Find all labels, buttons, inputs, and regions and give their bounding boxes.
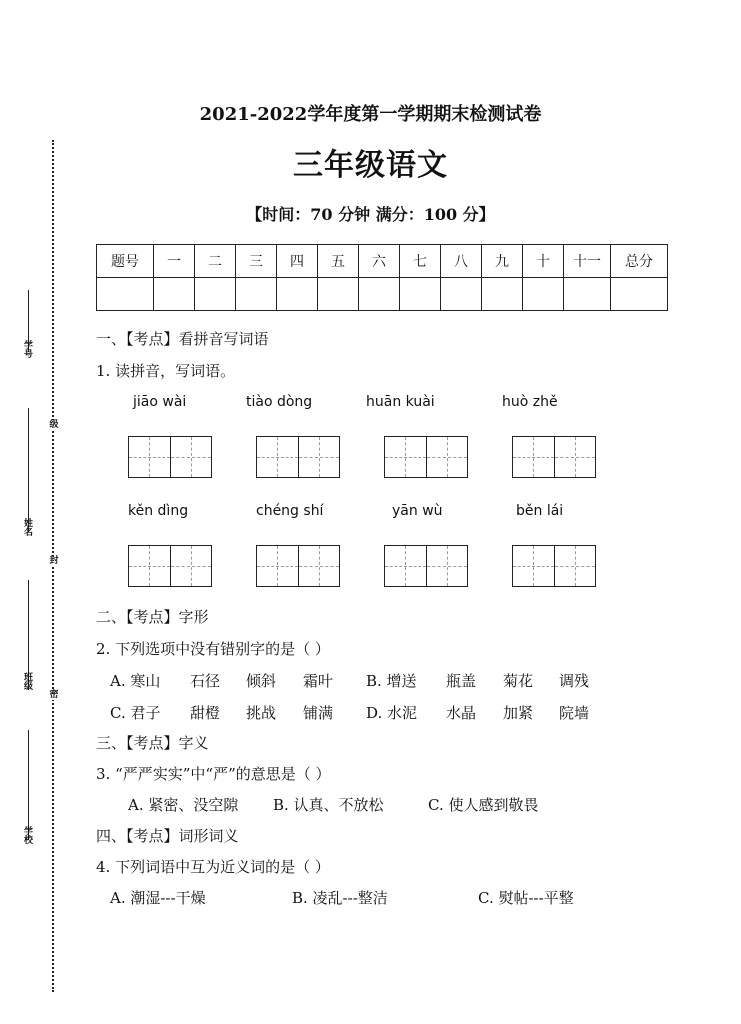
grade-label: 班级 bbox=[22, 672, 32, 690]
option-text: 铺满 bbox=[303, 704, 334, 722]
option-text: A. 紧密、没空隙 bbox=[128, 796, 239, 814]
section-4-heading: 四、【考点】词形词义 bbox=[96, 827, 239, 845]
score-entry-cell[interactable] bbox=[236, 278, 277, 311]
section-3-heading: 三、【考点】字义 bbox=[96, 734, 209, 752]
seal-char-1: 级 bbox=[49, 420, 59, 430]
option-text: 调残 bbox=[559, 672, 590, 690]
option-text: 甜橙 bbox=[190, 704, 221, 722]
subject-title: 三年级语文 bbox=[293, 148, 448, 183]
score-header-cell: 九 bbox=[482, 245, 523, 278]
exam-title: 2021-2022学年度第一学期期末检测试卷 bbox=[199, 104, 542, 125]
student-id-label: 学号 bbox=[22, 340, 32, 358]
option-text: D. 水泥 bbox=[366, 704, 418, 722]
option-text: A. 潮湿---干燥 bbox=[110, 889, 206, 907]
section-2-heading: 二、【考点】字形 bbox=[96, 608, 209, 626]
writing-grid[interactable] bbox=[384, 436, 468, 478]
option-text: 院墙 bbox=[559, 704, 590, 722]
score-entry-cell[interactable] bbox=[154, 278, 195, 311]
score-header-cell: 六 bbox=[359, 245, 400, 278]
score-header-cell: 七 bbox=[400, 245, 441, 278]
option-text: 倾斜 bbox=[246, 672, 277, 690]
score-entry-cell[interactable] bbox=[611, 278, 668, 311]
option-text: 加紧 bbox=[503, 704, 534, 722]
question-2: 2. 下列选项中没有错别字的是（ ） bbox=[96, 640, 330, 658]
option-text: C. 君子 bbox=[110, 704, 161, 722]
pinyin-label: huò zhě bbox=[502, 394, 558, 410]
writing-grid[interactable] bbox=[512, 436, 596, 478]
score-entry-cell[interactable] bbox=[318, 278, 359, 311]
score-header-cell: 十一 bbox=[564, 245, 611, 278]
school-blank[interactable] bbox=[28, 730, 29, 840]
school-label: 学校 bbox=[22, 826, 32, 844]
score-header-cell: 二 bbox=[195, 245, 236, 278]
pinyin-label: huān kuài bbox=[366, 394, 435, 410]
question-3: 3. “严严实实”中“严”的意思是（ ） bbox=[96, 765, 331, 783]
pinyin-label: běn lái bbox=[516, 503, 564, 519]
name-label: 姓名 bbox=[22, 518, 32, 536]
writing-grid[interactable] bbox=[128, 436, 212, 478]
option-text: 水晶 bbox=[446, 704, 477, 722]
option-text: 霜叶 bbox=[303, 672, 334, 690]
binding-dotted-line bbox=[52, 140, 54, 992]
score-table-header-row bbox=[97, 245, 668, 278]
option-text: C. 使人感到敬畏 bbox=[428, 796, 539, 814]
exam-meta: 【时间：70 分钟 满分：100 分】 bbox=[246, 205, 495, 224]
score-entry-cell[interactable] bbox=[523, 278, 564, 311]
score-table bbox=[96, 244, 668, 311]
score-header-cell: 十 bbox=[523, 245, 564, 278]
writing-grid[interactable] bbox=[256, 545, 340, 587]
option-text: 石径 bbox=[190, 672, 221, 690]
seal-char-3: 密 bbox=[49, 690, 59, 700]
question-4: 4. 下列词语中互为近义词的是（ ） bbox=[96, 858, 330, 876]
option-text: B. 增送 bbox=[366, 672, 417, 690]
option-text: 挑战 bbox=[246, 704, 277, 722]
pinyin-label: tiào dòng bbox=[246, 394, 313, 410]
score-entry-cell[interactable] bbox=[97, 278, 154, 311]
score-entry-cell[interactable] bbox=[195, 278, 236, 311]
option-text: C. 熨帖---平整 bbox=[478, 889, 574, 907]
seal-char-2: 封 bbox=[49, 556, 59, 566]
option-text: B. 认真、不放松 bbox=[273, 796, 384, 814]
score-entry-cell[interactable] bbox=[441, 278, 482, 311]
writing-grid[interactable] bbox=[384, 545, 468, 587]
writing-grid[interactable] bbox=[128, 545, 212, 587]
score-header-cell: 三 bbox=[236, 245, 277, 278]
pinyin-label: kěn dìng bbox=[128, 503, 189, 519]
score-header-cell: 总分 bbox=[611, 245, 668, 278]
option-text: A. 寒山 bbox=[110, 672, 161, 690]
pinyin-label: chéng shí bbox=[256, 503, 324, 519]
score-header-cell: 五 bbox=[318, 245, 359, 278]
score-header-cell: 题号 bbox=[97, 245, 154, 278]
class-blank[interactable] bbox=[28, 408, 29, 470]
question-1: 1. 读拼音，写词语。 bbox=[96, 362, 236, 380]
score-header-cell: 四 bbox=[277, 245, 318, 278]
score-entry-cell[interactable] bbox=[482, 278, 523, 311]
option-text: 瓶盖 bbox=[446, 672, 477, 690]
pinyin-label: yān wù bbox=[392, 503, 443, 519]
writing-grid[interactable] bbox=[256, 436, 340, 478]
score-entry-cell[interactable] bbox=[277, 278, 318, 311]
score-entry-cell[interactable] bbox=[359, 278, 400, 311]
score-entry-cell[interactable] bbox=[564, 278, 611, 311]
score-table-entry-row bbox=[97, 278, 668, 311]
option-text: 菊花 bbox=[503, 672, 534, 690]
pinyin-label: jiāo wài bbox=[133, 394, 187, 410]
option-text: B. 凌乱---整洁 bbox=[292, 889, 388, 907]
section-1-heading: 一、【考点】看拼音写词语 bbox=[96, 330, 269, 348]
score-header-cell: 八 bbox=[441, 245, 482, 278]
score-header-cell: 一 bbox=[154, 245, 195, 278]
writing-grid[interactable] bbox=[512, 545, 596, 587]
score-entry-cell[interactable] bbox=[400, 278, 441, 311]
